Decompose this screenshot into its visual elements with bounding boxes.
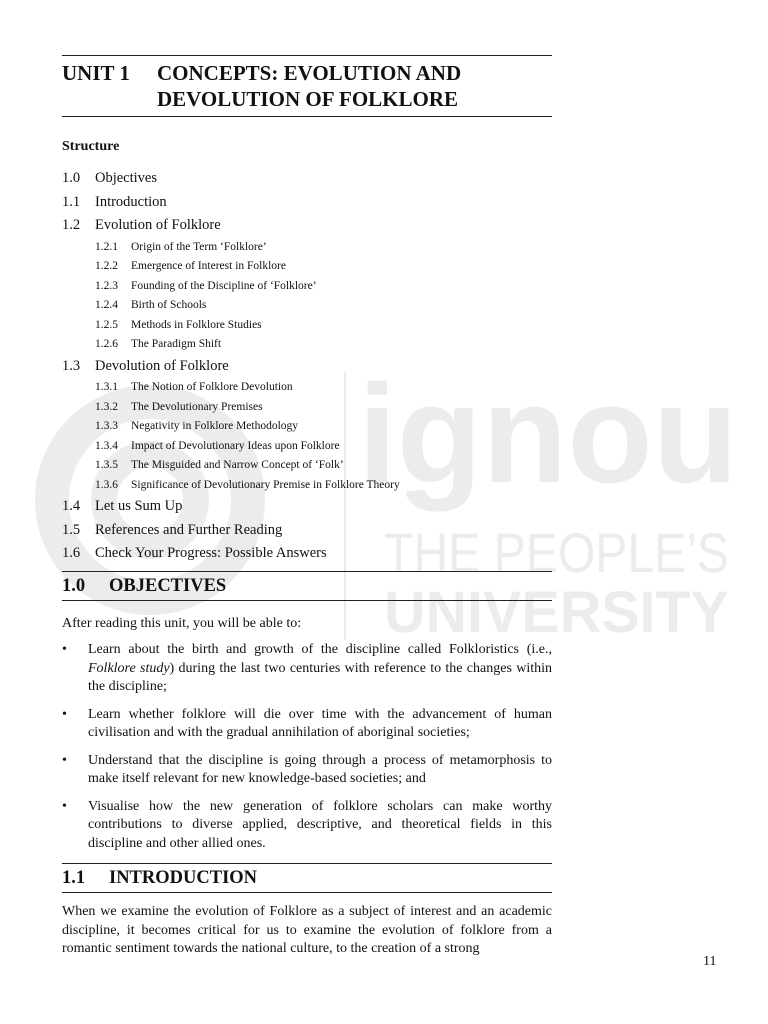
watermark-brand: ignou [358,355,738,512]
toc-subitem: 1.2.3 Founding of the Discipline of ‘Folklore’ [95,279,317,292]
toc-subitem: 1.3.5 The Misguided and Narrow Concept of ‘Folk’ [95,459,344,471]
toc-subitem: 1.2.4 Birth of Schools [95,299,207,311]
unit-title [62,56,552,116]
objectives-list [62,641,552,853]
introduction-bottom-rule [62,892,552,893]
unit-number: UNIT 1 [62,61,130,85]
objectives-bottom-rule [62,600,552,601]
list-item: • Learn whether folklore will die over time with the advancement of human civilisation and with the gradual annihilation of aboriginal societies; [62,706,552,740]
toc-subitem: 1.3.4 Impact of Devolutionary Ideas upon Folklore [95,439,340,452]
list-item: • Visualise how the new generation of folklore scholars can make worthy contributions to diverse applied, descriptive, and theoretical fields in this discipline and other allied ones. [62,798,552,851]
toc-subitem: 1.3.3 Negativity in Folklore Methodology [95,420,299,432]
toc-subitem: 1.2.1 Origin of the Term ‘Folklore’ [95,240,267,253]
introduction-heading: 1.1 INTRODUCTION [62,868,258,888]
title-bottom-rule [62,116,552,117]
toc-item: 1.6 Check Your Progress: Possible Answers [62,545,327,561]
objectives-intro: After reading this unit, you will be able to: [62,615,302,631]
introduction-paragraph: When we examine the evolution of Folklore as a subject of interest and an academic discipline, it becomes critical for us to examine the evolution of folklore from a romantic sentiment towards the national culture, to the creation of a strong [62,904,552,956]
toc-item: 1.2 Evolution of Folklore [62,217,221,233]
toc-subitem: 1.3.6 Significance of Devolutionary Premise in Folklore Theory [95,478,400,491]
objectives-heading: 1.0 OBJECTIVES [62,575,227,596]
toc-item: 1.0 Objectives [62,170,158,186]
page-content [62,55,552,959]
toc-subitem: 1.3.1 The Notion of Folklore Devolution [95,381,293,393]
toc-subitem: 1.2.6 The Paradigm Shift [95,338,222,350]
toc-item: 1.5 References and Further Reading [62,521,283,538]
list-item: • Learn about the birth and growth of the discipline called Folkloristics (i.e., Folklore study) during the last two centuries with reference to the changes within the discipline; [62,642,552,694]
table-of-contents [62,167,552,566]
toc-subitem: 1.2.2 Emergence of Interest in Folklore [95,260,286,272]
toc-item: 1.4 Let us Sum Up [62,498,183,514]
list-item: • Understand that the discipline is going through a process of metamorphosis to make itself relevant for new knowledge-based societies; and [62,752,552,786]
structure-label: Structure [62,139,120,154]
watermark-line2: UNIVERSITY [384,580,729,645]
toc-subitem: 1.3.2 The Devolutionary Premises [95,400,263,413]
unit-title-line2: DEVOLUTION OF FOLKLORE [157,87,459,111]
toc-item: 1.1 Introduction [62,193,167,210]
watermark-line1: THE PEOPLE’S [384,521,729,584]
page-number: 11 [703,954,717,969]
toc-subitem: 1.2.5 Methods in Folklore Studies [95,318,262,331]
unit-title-line1: CONCEPTS: EVOLUTION AND [157,61,462,85]
toc-item: 1.3 Devolution of Folklore [62,357,229,374]
